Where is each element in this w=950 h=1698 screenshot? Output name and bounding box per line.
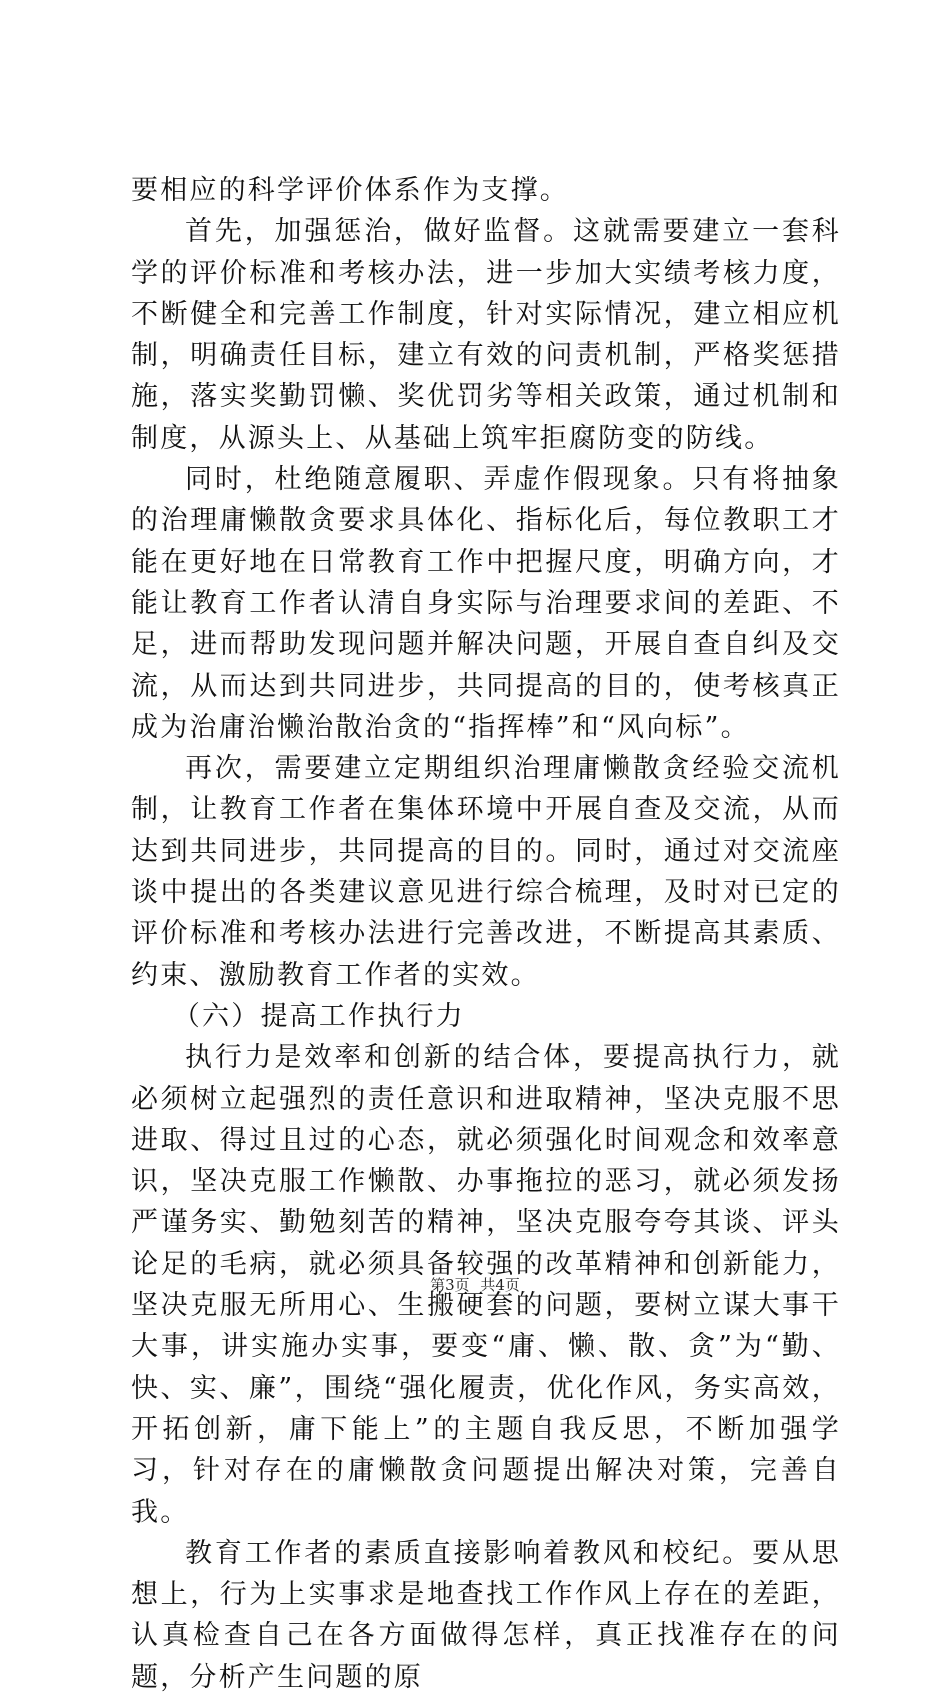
page-number-total: 共4页: [480, 1276, 520, 1294]
paragraph-continued: 要相应的科学评价体系作为支撑。: [131, 175, 569, 206]
paragraph-first-supervision: 首先，加强惩治，做好监督。这就需要建立一套科学的评价标准和考核办法，进一步加大实绩考核力度，不断健全和完善工作制度，针对实际情况，建立相应机制，明确责任目标，建立有效的问责机制，严格奖惩措施，落实奖勤罚懒、奖优罚劣等相关政策，通过机制和制度，从源头上、从基础上筑牢拒腐防变的防线。: [131, 216, 841, 454]
paragraph-execution: 执行力是效率和创新的结合体，要提高执行力，就必须树立起强烈的责任意识和进取精神，坚决克服不思进取、得过且过的心态，就必须强化时间观念和效率意识，坚决克服工作懒散、办事拖拉的恶习，就必须发扬严谨务实、勤勉刻苦的精神，坚决克服夸夸其谈、评头论足的毛病，就必须具备较强的改革精神和创新能力，坚决克服无所用心、生搬硬套的问题，要树立谋大事干大事，讲实施办实事，要变“庸、懒、散、贪”为“勤、快、实、廉”，围绕“强化履责，优化作风，务实高效，开拓创新，庸下能上”的主题自我反思，不断加强学习，针对存在的庸懒散贪问题提出解决对策，完善自我。: [131, 1042, 841, 1528]
paragraph-again: 再次，需要建立定期组织治理庸懒散贪经验交流机制，让教育工作者在集体环境中开展自查及交流，从而达到共同进步，共同提高的目的。同时，通过对交流座谈中提出的各类建议意见进行综合梳理，及时对已定的评价标准和考核办法进行完善改进，不断提高其素质、约束、激励教育工作者的实效。: [131, 753, 841, 991]
page-number-current: 第3页: [430, 1276, 470, 1294]
section-heading-six: （六）提高工作执行力: [172, 1000, 465, 1032]
page-footer: [0, 1274, 950, 1295]
paragraph-educators-quality: 教育工作者的素质直接影响着教风和校纪。要从思想上，行为上实事求是地查找工作作风上存在的差距，认真检查自己在各方面做得怎样，真正找准存在的问题，分析产生问题的原: [131, 1537, 841, 1693]
paragraph-meanwhile: 同时，杜绝随意履职、弄虚作假现象。只有将抽象的治理庸懒散贪要求具体化、指标化后，每位教职工才能在更好地在日常教育工作中把握尺度，明确方向，才能让教育工作者认清自身实际与治理要求间的差距、不足，进而帮助发现问题并解决问题，开展自查自纠及交流，从而达到共同进步，共同提高的目的，使考核真正成为治庸治懒治散治贪的“指挥棒”和“风向标”。: [131, 464, 841, 743]
document-body: [131, 170, 841, 1698]
